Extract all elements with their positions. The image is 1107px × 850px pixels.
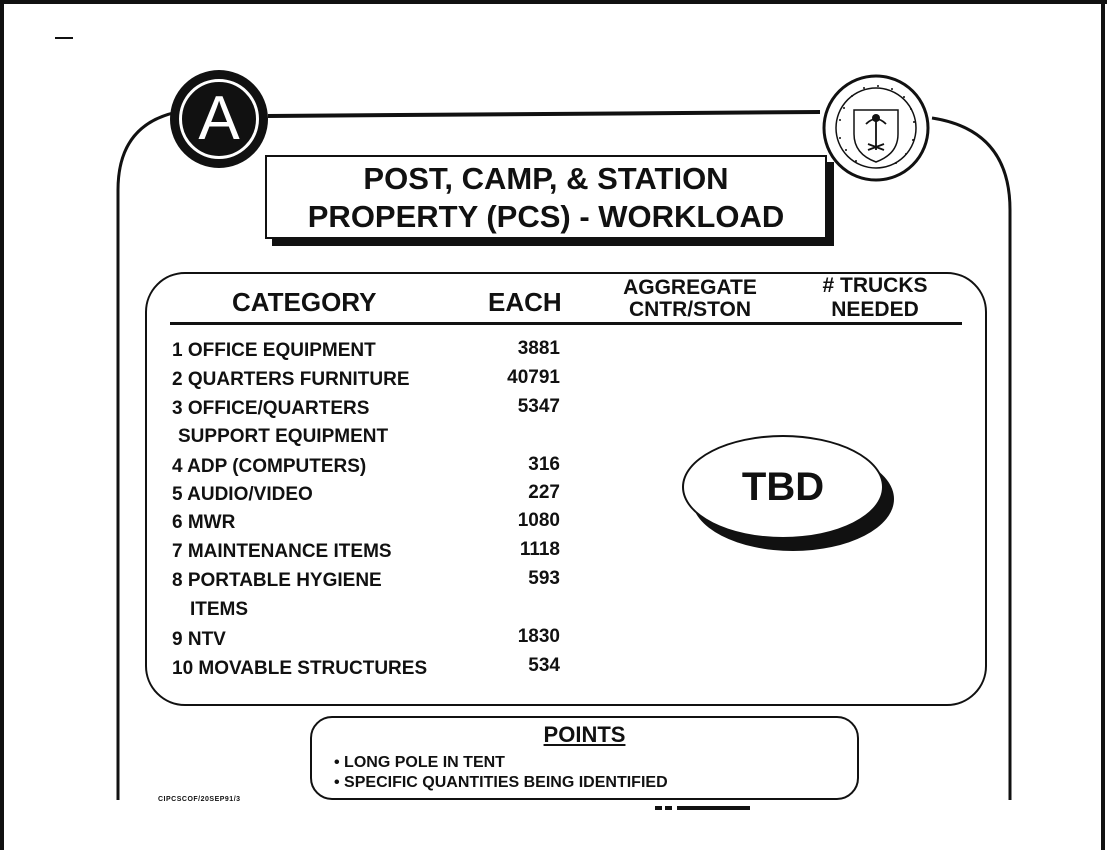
row-label: 10 MOVABLE STRUCTURES	[172, 658, 428, 679]
row-each: 5347	[517, 396, 560, 417]
row-label: 1 OFFICE EQUIPMENT	[172, 340, 376, 361]
badge-a	[170, 70, 268, 168]
row-each: 316	[528, 454, 560, 475]
row-label-cont: SUPPORT EQUIPMENT	[178, 426, 389, 447]
footer-dots	[655, 806, 677, 810]
title-line-2: PROPERTY (PCS) - WORKLOAD	[307, 199, 785, 234]
tbd-oval: TBD	[682, 435, 884, 539]
row-each: 3881	[517, 338, 560, 359]
row-each: 1080	[517, 510, 560, 531]
row-label: 3 OFFICE/QUARTERS	[172, 398, 370, 419]
title-box	[265, 155, 827, 239]
row-each: 1830	[517, 626, 560, 647]
header-each: EACH	[488, 287, 562, 317]
title-line-1: POST, CAMP, & STATION	[363, 161, 729, 196]
point-item: • LONG POLE IN TENT	[334, 754, 505, 771]
row-each: 1118	[519, 539, 560, 560]
footer-code: CIPCSCOF/20SEP91/3	[158, 796, 241, 803]
row-label: 5 AUDIO/VIDEO	[172, 484, 313, 505]
header-trucks-line1: # TRUCKS	[822, 274, 928, 297]
header-aggregate-line2: CNTR/STON	[628, 298, 752, 321]
row-each: 227	[528, 482, 560, 503]
header-aggregate-line1: AGGREGATE	[623, 276, 757, 299]
points-box	[310, 716, 859, 800]
point-item: • SPECIFIC QUANTITIES BEING IDENTIFIED	[334, 774, 668, 791]
row-each: 534	[528, 655, 560, 676]
header-trucks-line2: NEEDED	[831, 298, 919, 321]
header-category: CATEGORY	[232, 287, 377, 317]
points-title: POINTS	[543, 722, 626, 747]
row-label: 6 MWR	[172, 512, 236, 533]
header-rule	[170, 322, 962, 325]
row-label: 2 QUARTERS FURNITURE	[172, 369, 410, 390]
seal-emblem	[820, 72, 932, 184]
row-label: 9 NTV	[172, 629, 226, 650]
row-label: 7 MAINTENANCE ITEMS	[172, 541, 392, 562]
badge-letter: A	[179, 79, 259, 159]
row-label-cont: ITEMS	[190, 599, 249, 620]
row-label: 4 ADP (COMPUTERS)	[172, 456, 367, 477]
row-each: 593	[528, 568, 560, 589]
row-label: 8 PORTABLE HYGIENE	[172, 570, 382, 591]
row-each: 40791	[507, 367, 560, 388]
